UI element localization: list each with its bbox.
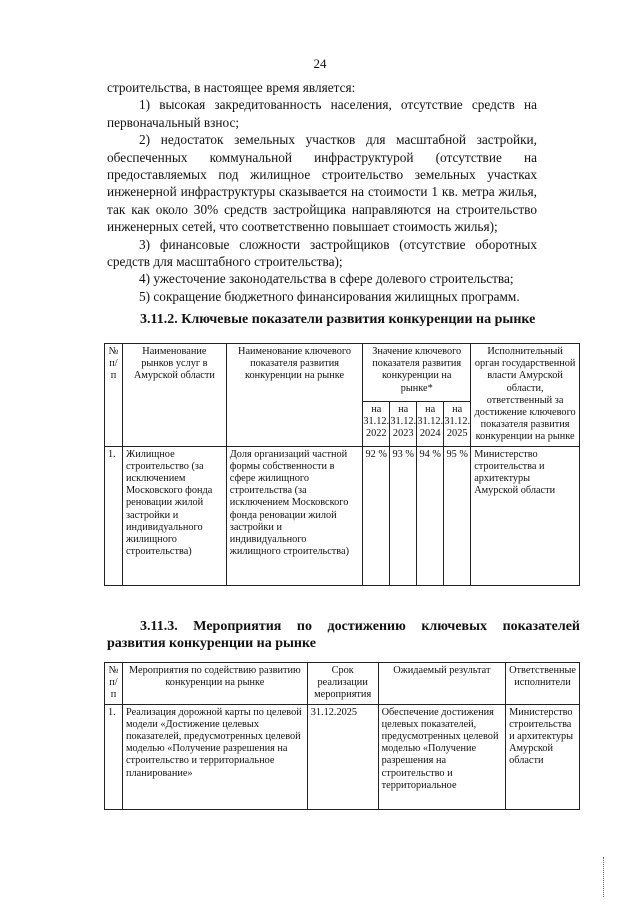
table-row [105,446,580,585]
intro-line: строительства, в настоящее время является: [107,80,356,95]
row-value: 92 % [363,446,390,585]
col-header-num: № п/п [105,344,123,447]
row-term: 31.12.2025 [307,704,378,809]
row-indicator: Доля организаций частной формы собственности в сфере жилищного строительства (за исключением Московского фонда реновации жилой застройки и индивидуального жилищного строительства) [226,446,362,585]
year-header: на 31.12. 2023 [390,401,417,446]
section-title-measures [140,617,580,636]
col-header-result: Ожидаемый результат [378,663,505,705]
col-header-term: Срок реализации мероприятия [307,663,378,705]
intro-item-2: 2) недостаток земельных участков для масштабной застройки, обеспеченных коммунальной инфраструктурой (отсутствие на предоставляемых под жилищное строительство земельных участках инженерной инфраструктуры сказывается на стоимости 1 кв. метра жилья, так как около 30% средств застройщика направляются на строительство инженерных сетей, что соответственно повышает стоимость жилья); [107,132,537,235]
row-executors: Министерство строительства и архитектуры Амурской области [506,704,580,809]
year-header: на 31.12. 2024 [417,401,444,446]
section-title-measures-line2: развития конкуренции на рынке [107,636,316,651]
col-header-measure: Мероприятия по содействию развитию конкуренции на рынке [122,663,307,705]
scan-mark [603,857,606,897]
year-header: на 31.12. 2025 [444,401,471,446]
row-value: 95 % [444,446,471,585]
col-header-executors: Ответственные исполнители [506,663,580,705]
key-indicators-table [104,343,580,586]
col-header-value: Значение ключевого показателя развития конкуренции на рынке* [363,344,471,402]
section-title-key-indicators: 3.11.2. Ключевые показатели развития конкуренции на рынке [140,312,536,327]
row-num: 1. [105,446,123,585]
row-num: 1. [105,704,123,809]
row-measure: Реализация дорожной карты по целевой модели «Достижение целевых показателей, предусмотренных целевой моделью «Получение разрешения на строительство и территориальное планирование» [122,704,307,809]
col-header-executor: Исполнительный орган государственной власти Амурской области, ответственный за достижение ключевого показателя развития конкуренции на рынке [471,344,580,447]
intro-text [107,79,537,305]
table-row [105,704,580,809]
year-header: на 31.12. 2022 [363,401,390,446]
row-result: Обеспечение достижения целевых показателей, предусмотренных целевой моделью «Получение разрешения на строительство и территориальное [378,704,505,809]
measures-table [104,662,580,810]
row-value: 93 % [390,446,417,585]
intro-item-3: 3) финансовые сложности застройщиков (отсутствие оборотных средств для масштабного строительства); [107,236,537,270]
page-number: 24 [313,56,327,71]
row-value: 94 % [417,446,444,585]
section-title-measures-line1: 3.11.3. Мероприятия по достижению ключевых показателей [140,619,580,634]
col-header-market: Наименование рынков услуг в Амурской области [122,344,226,447]
col-header-num: № п/п [105,663,123,705]
col-header-indicator: Наименование ключевого показателя развития конкуренции на рынке [226,344,362,447]
intro-item-1: 1) высокая закредитованность населения, отсутствие средств на первоначальный взнос; [107,97,537,130]
intro-item-5: 5) сокращение бюджетного финансирования жилищных программ. [139,288,520,304]
intro-item-4: 4) ужесточение законодательства в сфере долевого строительства; [139,271,514,287]
row-market: Жилищное строительство (за исключением Московского фонда реновации жилой застройки и индивидуального жилищного строительства) [122,446,226,585]
row-executor: Министерство строительства и архитектуры Амурской области [471,446,580,585]
